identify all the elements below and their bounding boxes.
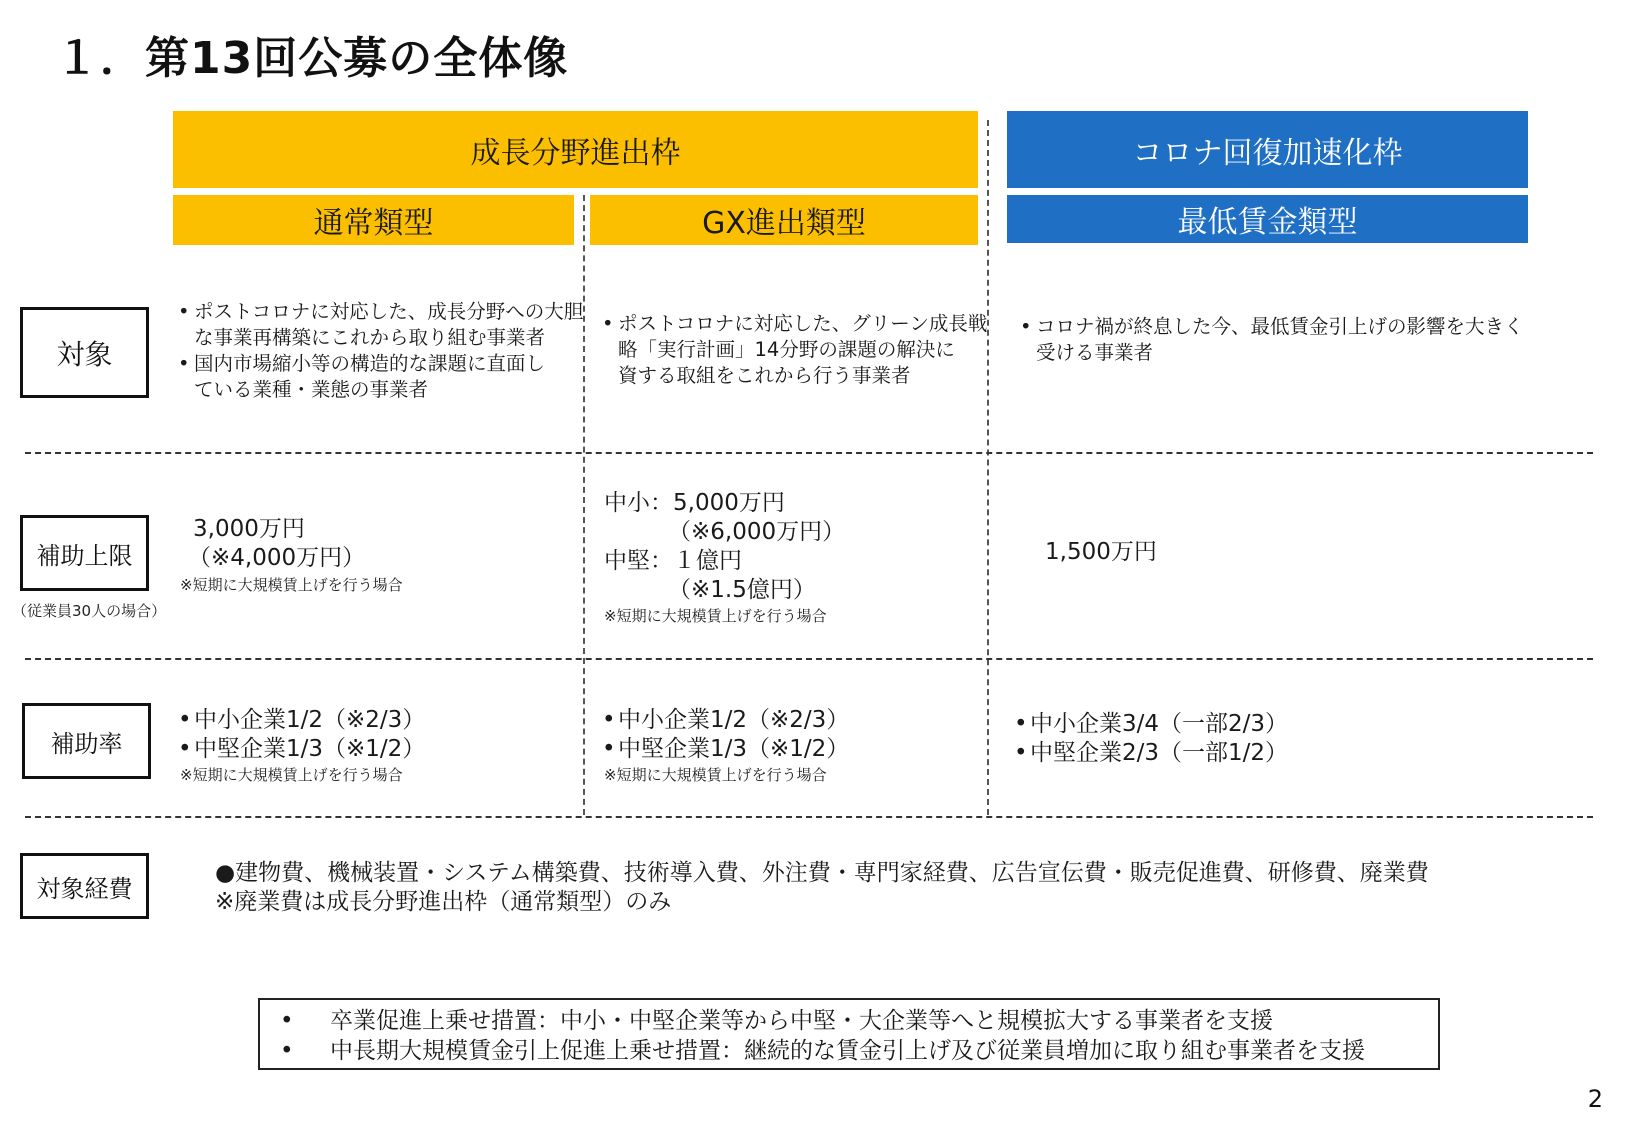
header-gx-type-label: GX進出類型 (702, 206, 866, 241)
list-item (178, 351, 578, 403)
limit-gx-mid-special: （※1.5億円） (668, 577, 816, 603)
limit-minwage: 1,500万円 (1045, 539, 1157, 565)
header-growth-frame (173, 111, 978, 188)
header-normal-type-label: 通常類型 (313, 206, 434, 241)
limit-gx-note: ※短期に大規模賃上げを行う場合 (604, 607, 827, 625)
measure-item: • 中長期大規模賃金引上促進上乗せ措置：継続的な賃金引上げ及び従業員増加に取り組む事業者を支援 (272, 1036, 1438, 1066)
list-item: • 中堅企業1/3（※1/2） (602, 735, 849, 764)
rate-normal-list (178, 706, 425, 764)
row-label-limit-note: （従業員30人の場合） (12, 602, 167, 620)
target-normal-line: ている業種・業態の事業者 (194, 378, 429, 401)
header-covid-frame (1007, 111, 1528, 188)
header-growth-frame-label: 成長分野進出枠 (470, 135, 681, 171)
rate-gx-list (602, 706, 849, 764)
target-gx-line: 略「実行計画」14分野の課題の解決に (618, 338, 955, 361)
target-normal-line: な事業再構築にこれから取り組む事業者 (194, 326, 546, 349)
expenses-note: ※廃業費は成長分野進出枠（通常類型）のみ (215, 889, 672, 915)
measure-item: • 卒業促進上乗せ措置：中小・中堅企業等から中堅・大企業等へと規模拡大する事業者を支援 (272, 1006, 1438, 1036)
limit-gx (604, 489, 845, 605)
column-divider-1 (583, 195, 585, 815)
target-normal-list (178, 299, 584, 403)
column-divider-2 (987, 120, 989, 815)
page-title: １．第13回公募の全体像 (55, 33, 569, 84)
list-item (602, 311, 988, 389)
rate-normal-note: ※短期に大規模賃上げを行う場合 (180, 766, 403, 784)
limit-normal-note: ※短期に大規模賃上げを行う場合 (180, 576, 403, 594)
limit-normal-special: （※4,000万円） (188, 545, 366, 571)
target-minwage-line: 受ける事業者 (1036, 341, 1154, 364)
list-item (1020, 314, 1540, 366)
list-item: • 中堅企業2/3（一部1/2） (1014, 739, 1288, 768)
header-minwage-type-label: 最低賃金類型 (1177, 205, 1358, 240)
target-gx-line: • ポストコロナに対応した、グリーン成長戦 (618, 312, 988, 335)
row-label-expenses (20, 853, 149, 919)
row-label-rate (22, 703, 151, 779)
row-divider-1 (25, 452, 1593, 454)
target-minwage-line: • コロナ禍が終息した今、最低賃金引上げの影響を大きく (1036, 315, 1524, 338)
target-gx-list (602, 311, 988, 389)
expenses-list: ●建物費、機械装置・システム構築費、技術導入費、外注費・専門家経費、広告宣伝費・販売促進費、研修費、廃業費 (215, 860, 1429, 886)
limit-gx-sme-special: （※6,000万円） (668, 519, 846, 545)
target-minwage-list (1020, 314, 1540, 366)
list-item: • 中堅企業1/3（※1/2） (178, 735, 425, 764)
list-item: • 中小企業3/4（一部2/3） (1014, 710, 1288, 739)
list-item: • 中小企業1/2（※2/3） (602, 706, 849, 735)
row-label-target (20, 307, 149, 398)
header-minwage-type (1007, 195, 1528, 243)
header-covid-frame-label: コロナ回復加速化枠 (1132, 135, 1403, 171)
header-gx-type (590, 195, 978, 245)
limit-gx-sme: 中小：5,000万円 (604, 490, 785, 516)
header-normal-type (173, 195, 574, 245)
list-item: • 中小企業1/2（※2/3） (178, 706, 425, 735)
row-divider-2 (25, 658, 1593, 660)
row-divider-3 (25, 816, 1593, 818)
page-number: 2 (1587, 1085, 1603, 1113)
target-normal-line: • ポストコロナに対応した、成長分野への大胆 (194, 300, 584, 323)
target-normal-line: • 国内市場縮小等の構造的な課題に直面し (194, 352, 546, 375)
expenses-text (215, 859, 1575, 917)
limit-normal-amount: 3,000万円 (193, 516, 305, 542)
row-label-expenses-text: 対象経費 (36, 874, 133, 903)
rate-minwage-list (1014, 710, 1288, 768)
measures-box (258, 998, 1440, 1070)
rate-gx-note: ※短期に大規模賃上げを行う場合 (604, 766, 827, 784)
limit-gx-mid: 中堅：１億円 (604, 548, 742, 574)
target-gx-line: 資する取組をこれから行う事業者 (618, 364, 911, 387)
limit-normal (188, 515, 366, 573)
list-item (178, 299, 584, 351)
row-label-limit-text: 補助上限 (36, 541, 133, 570)
row-label-rate-text: 補助率 (50, 729, 123, 758)
row-label-limit (20, 515, 149, 591)
row-label-target-text: 対象 (56, 337, 113, 371)
